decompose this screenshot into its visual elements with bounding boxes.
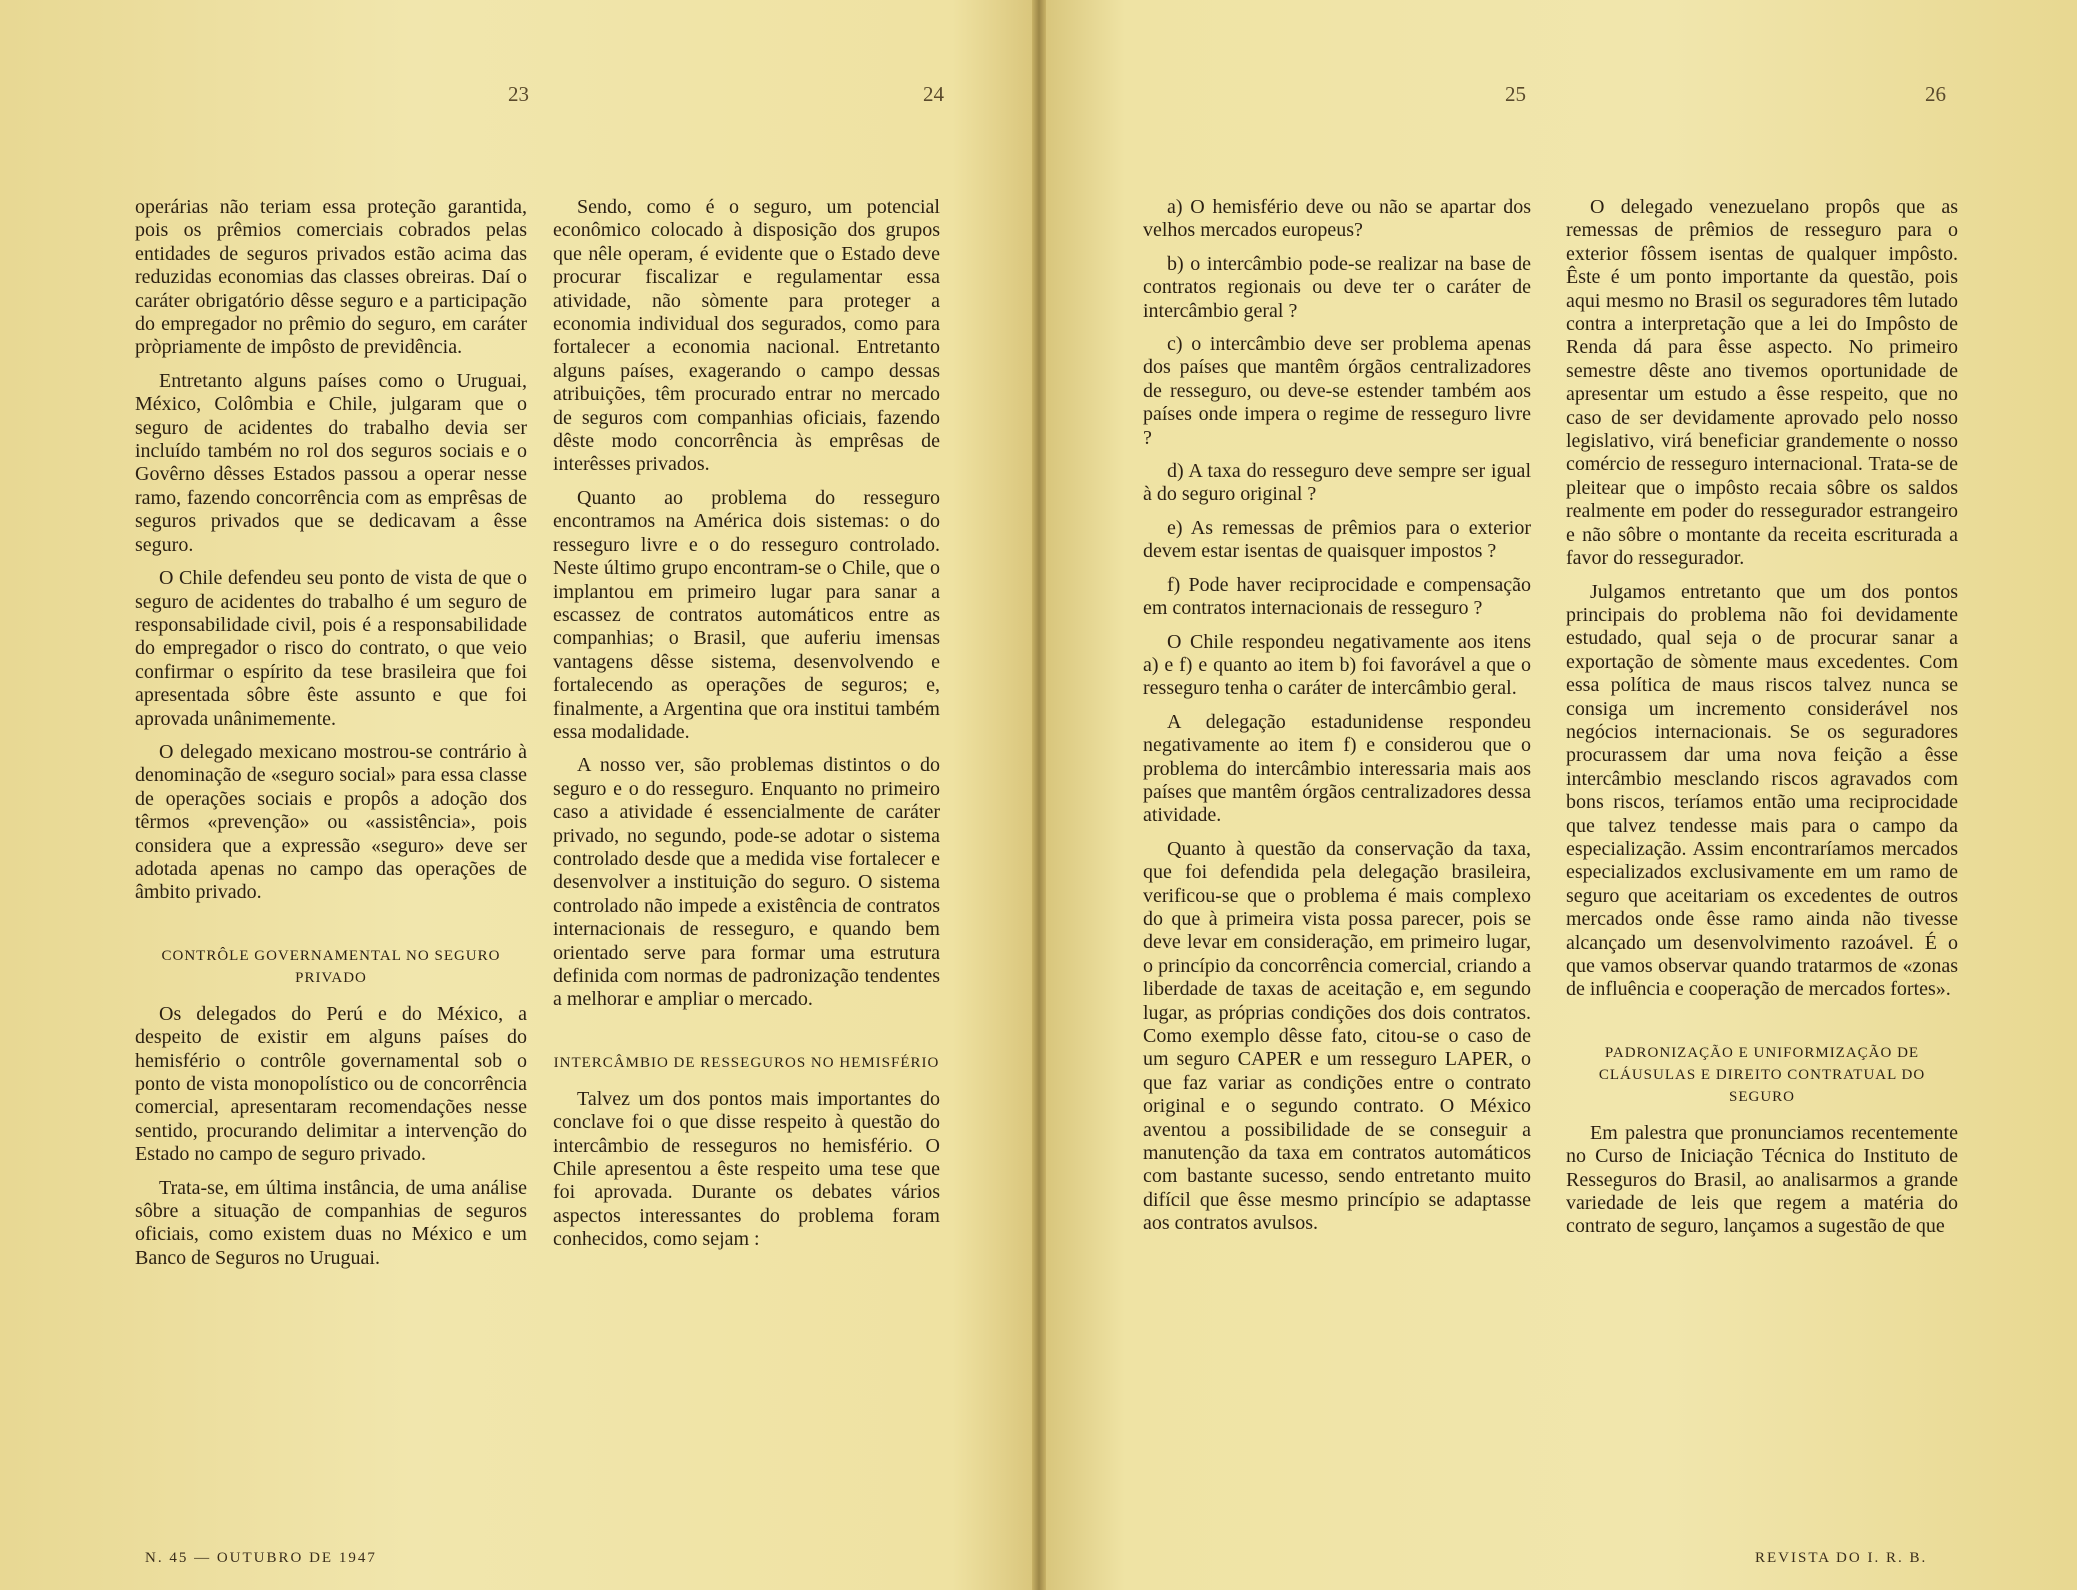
paragraph: Entretanto alguns países como o Uruguai, México, Colômbia e Chile, julgaram que o seguro de acidentes do trabalho devia ser incluído também no rol dos seguros sociais e o Govêrno dêsses Estados passou a operar nesse ramo, fazendo concorrência com as emprêsas de seguros privados que se dedicavam a êsse seguro. [135, 369, 527, 556]
column-page-24 [553, 196, 940, 1262]
list-item: d) A taxa do resseguro deve sempre ser igual à do seguro original ? [1143, 460, 1531, 506]
footer-magazine: REVISTA DO I. R. B. [1755, 1550, 1928, 1566]
page-number-24: 24 [923, 82, 944, 106]
list-item: b) o intercâmbio pode-se realizar na base de contratos regionais ou deve ter o caráter de intercâmbio geral ? [1143, 252, 1531, 322]
paragraph: O Chile respondeu negativamente aos itens a) e f) e quanto ao item b) foi favorável a que o resseguro tenha o caráter de intercâmbio geral. [1143, 630, 1531, 700]
paragraph: O delegado venezuelano propôs que as remessas de prêmios de resseguro para o exterior fôssem isentas de qualquer impôsto. Êste é um ponto importante da questão, pois aqui mesmo no Brasil os seguradores têm lutado contra a interpretação que a lei do Impôsto de Renda dá para êsse aspecto. No primeiro semestre dêste ano tivemos oportunidade de apresentar um estudo a êsse respeito, que no caso de ser devidamente aprovado pelo nosso legislativo, virá beneficiar grandemente o nosso comércio de resseguro internacional. Trata-se de pleitear que o impôsto recaia sôbre os saldos realmente em poder do ressegurador estrangeiro e não sôbre o montante da receita escriturada a favor do ressegurador. [1566, 196, 1958, 570]
paragraph: Quanto à questão da conservação da taxa, que foi defendida pela delegação brasileira, verificou-se que o problema é mais complexo do que à primeira vista possa parecer, pois se deve levar em consideração, em primeiro lugar, o princípio da concorrência comercial, criando a liberdade de taxas de aceitação e, em segundo lugar, as próprias condições dos dois contratos. Como exemplo dêsse fato, citou-se o caso de um seguro CAPER e um resseguro LAPER, o que faz variar as condições entre o contrato original e o segundo contrato. O México aventou a possibilidade de se conseguir a manutenção da taxa em contratos automáticos com bastante sucesso, sendo entretanto muito difícil que êsse mesmo princípio se adaptasse aos contratos avulsos. [1143, 837, 1531, 1235]
column-page-26 [1566, 196, 1958, 1249]
footer-issue: N. 45 — OUTUBRO DE 1947 [145, 1550, 377, 1566]
page-number-23: 23 [508, 82, 529, 106]
list-item: c) o intercâmbio deve ser problema apenas dos países que mantêm órgãos centralizadores de resseguro, ou deve-se estender também aos países onde impera o regime de resseguro livre ? [1143, 333, 1531, 449]
section-heading: CONTRÔLE GOVERNAMENTAL NO SEGURO PRIVADO [161, 947, 501, 986]
paragraph: O Chile defendeu seu ponto de vista de que o seguro de acidentes do trabalho é um seguro de responsabilidade civil, pois é a responsabilidade do empregador o risco do contrato, o que veio confirmar o espírito da tese brasileira que foi apresentada sôbre êste assunto e que foi aprovada unânimemente. [135, 567, 527, 730]
paragraph: Talvez um dos pontos mais importantes do conclave foi o que disse respeito à questão do intercâmbio de resseguros no hemisfério. O Chile apresentou a êste respeito uma tese que foi aprovada. Durante os debates vários aspectos interessantes do problema foram conhecidos, como sejam : [553, 1087, 940, 1251]
binding-gutter [1032, 0, 1046, 1590]
page-number-25: 25 [1505, 82, 1526, 106]
column-page-25 [1143, 196, 1531, 1246]
paragraph: Julgamos entretanto que um dos pontos principais do problema não foi devidamente estudado, qual seja o de procurar sanar a exportação de sòmente maus excedentes. Com essa política de maus riscos talvez nunca se consiga um incremento considerável nos negócios internacionais. Se os seguradores procurassem dar uma nova feição a êsse intercâmbio mesclando riscos agravados com bons riscos, teríamos então uma reciprocidade que talvez tendesse mais para o campo da especialização. Assim encontraríamos mercados especializados exclusivamente em um ramo de seguro que aceitariam os excedentes de outros mercados onde êsse ramo ainda não tivesse alcançado um desenvolvimento razoável. É o que vamos observar quando tratarmos de «zonas de influência e cooperação de mercados fortes». [1566, 580, 1958, 1001]
list-item: f) Pode haver reciprocidade e compensação em contratos internacionais de resseguro ? [1143, 573, 1531, 620]
column-page-23 [135, 196, 527, 1280]
paragraph: Quanto ao problema do resseguro encontramos na América dois sistemas: o do resseguro livre e o do resseguro controlado. Neste último grupo encontram-se o Chile, que o implantou em primeiro lugar para sanar a escassez de contratos automáticos entre as companhias; o Brasil, que auferiu imensas vantagens dêsse sistema, desenvolvendo e fortalecendo as operações de seguros; e, finalmente, a Argentina que ora institui também essa modalidade. [553, 486, 940, 743]
section-heading: PADRONIZAÇÃO E UNIFORMIZAÇÃO DE CLÁUSULAS E DIREITO CONTRATUAL DO SEGURO [1598, 1044, 1926, 1105]
section-heading: INTERCÂMBIO DE RESSEGUROS NO HEMISFÉRIO [553, 1054, 940, 1071]
page-number-26: 26 [1925, 82, 1946, 106]
paragraph: O delegado mexicano mostrou-se contrário à denominação de «seguro social» para essa classe de operações sociais e propôs a adoção dos têrmos «prevenção» ou «assistência», pois considera que a expressão «seguro» deve ser adotada apenas no campo das operações de âmbito privado. [135, 740, 527, 904]
list-item: a) O hemisfério deve ou não se apartar dos velhos mercados europeus? [1143, 196, 1531, 242]
paragraph: A nosso ver, são problemas distintos o do seguro e o do resseguro. Enquanto no primeiro caso a atividade é essencialmente de caráter privado, no segundo, pode-se adotar o sistema controlado desde que a medida vise fortalecer e desenvolver a instituição do seguro. O sistema controlado não impede a existência de contratos internacionais de resseguro, e quando bem orientado serve para formar uma estrutura definida com normas de padronização tendentes a melhorar e ampliar o mercado. [553, 754, 940, 1011]
list-item: e) As remessas de prêmios para o exterior devem estar isentas de quaisquer impostos ? [1143, 516, 1531, 563]
paragraph: Sendo, como é o seguro, um potencial econômico colocado à disposição dos grupos que nêle operam, é evidente que o Estado deve procurar fiscalizar e regulamentar essa atividade, não sòmente para proteger a economia individual dos segurados, como para fortalecer a economia nacional. Entretanto alguns países, exagerando o campo dessas atribuições, têm procurado entrar no mercado de seguros com companhias oficiais, fazendo dêste modo concorrência às emprêsas de interêsses privados. [553, 196, 940, 476]
paragraph: Em palestra que pronunciamos recentemente no Curso de Iniciação Técnica do Instituto de Resseguros do Brasil, ao analisarmos a grande variedade de leis que regem a matéria do contrato de seguro, lançamos a sugestão de que [1566, 1121, 1958, 1238]
paragraph: A delegação estadunidense respondeu negativamente ao item f) e considerou que o problema do intercâmbio interessaria mais aos países que mantêm órgãos centralizadores dessa atividade. [1143, 710, 1531, 827]
paragraph: Os delegados do Perú e do México, a despeito de existir em alguns países do hemisfério o contrôle governamental sob o ponto de vista monopolístico ou de concorrência comercial, apresentaram recomendações nesse sentido, procurando delimitar a intervenção do Estado no campo de seguro privado. [135, 1002, 527, 1166]
paragraph: operárias não teriam essa proteção garantida, pois os prêmios comerciais cobrados pelas entidades de seguros privados estão acima das reduzidas economias das classes obreiras. Daí o caráter obrigatório dêsse seguro e a participação do empregador no prêmio do seguro, em caráter pròpriamente de impôsto de previdência. [135, 196, 527, 359]
paragraph: Trata-se, em última instância, de uma análise sôbre a situação de companhias de seguros oficiais, como existem duas no México e um Banco de Seguros no Uruguai. [135, 1176, 527, 1269]
